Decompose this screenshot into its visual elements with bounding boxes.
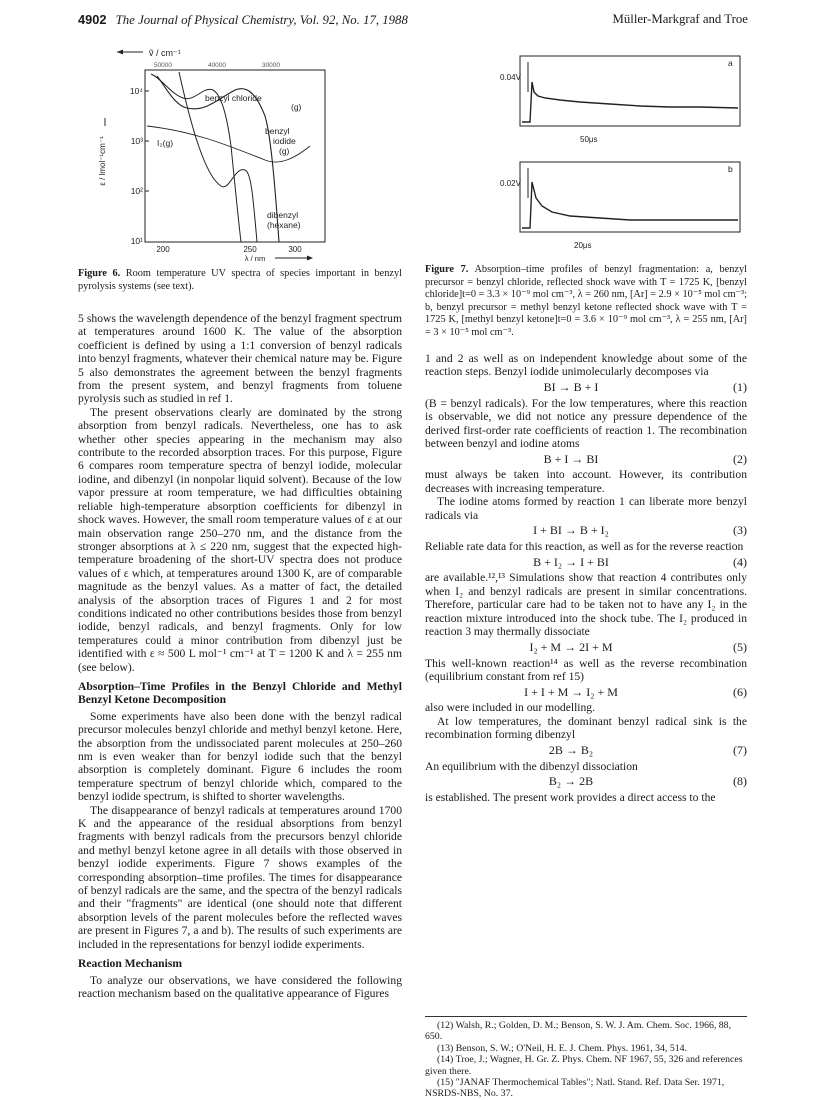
y-axis-label: ε / lmol⁻¹cm⁻¹ — [98, 136, 107, 186]
paragraph: The disappearance of benzyl radicals at temperatures around 1700 K and the appearance of the residual absorptions from benzyl fragments with benzyl radicals from the precursors benzyl chloride and methyl benzyl ketone agree in all details with those observed in benzyl iodide experiments. Figure 7 shows examples of the corresponding absorption–time profiles. The times for disappearance of benzyl radicals are the same, and the spectra of the benzyl radicals and their "fragments" are identical (one should note that different absorption levels of the parent molecules before the reflected waves are present in Figures 7, a and b). The results of such experiments are included in the representations for benzyl iodide experiments. — [78, 803, 402, 951]
panel-b-time: 20μs — [574, 241, 592, 250]
paragraph: Some experiments have also been done with the benzyl radical precursor molecules benzyl chloride and methyl benzyl ketone. Here, the absorption from the undissociated parent molecules at 250–260 nm is even weaker than for benzyl iodide such that the benzyl absorption is completely dominant. Figure 6 includes the room temperature spectrum of benzyl chloride which, compared to the benzyl iodide spectrum, is shifted to shorter wavelengths. — [78, 709, 402, 804]
paragraph: Reliable rate data for this reaction, as well as for the reverse reaction — [425, 540, 744, 554]
label-benzyl-iodide: benzyl — [265, 126, 290, 136]
page-header — [78, 12, 748, 34]
paragraph: 1 and 2 as well as on independent knowledge about some of the reaction steps. Benzyl iodide unimolecularly decomposes via — [425, 352, 747, 379]
section-heading: Absorption–Time Profiles in the Benzyl Chloride and Methyl Benzyl Ketone Decomposition — [78, 679, 402, 707]
paragraph: 5 shows the wavelength dependence of the benzyl fragment spectrum at temperatures around 1600 K. The value of the absorption coefficient is defined by using a 1:1 conversion of benzyl radicals into benzyl fragments, whatever their chemical nature may be. Figure 5 also demonstrates the agreement between the benzyl fragments from the present system, and benzyl fragments from toluene pyrolysis such as studied in ref 1. — [78, 312, 402, 406]
reference-item: (15) "JANAF Thermochemical Tables"; Natl. Stand. Ref. Data Ser. 1971, NSRDS-NBS, No. 37. — [425, 1077, 725, 1100]
paragraph: At low temperatures, the dominant benzyl radical sink is the recombination forming dibenzyl — [425, 714, 747, 742]
caption-label: Figure 7. — [425, 264, 469, 275]
panel-a-scale: 0.04V — [500, 73, 521, 82]
x-tick: 250 — [243, 245, 257, 254]
reference-item: (14) Troe, J.; Wagner, H. Gr. Z. Phys. Chem. NF 1967, 55, 326 and references given there. — [425, 1054, 743, 1077]
running-authors: Müller-Markgraf and Troe — [612, 12, 748, 26]
equation-7: 2B → B₂ (7) — [548, 742, 747, 757]
paragraph: An equilibrium with the dibenzyl dissociation — [425, 759, 638, 773]
trace-a — [522, 82, 738, 122]
top-tick: 40000 — [207, 62, 227, 69]
figure-6-plot — [95, 46, 355, 268]
y-tick: 10² — [130, 186, 143, 196]
equation-5: I₂ + M → 2I + M (5) — [529, 639, 747, 654]
paragraph: The iodine atoms formed by reaction 1 can liberate more benzyl radicals via — [425, 495, 747, 522]
label-benzyl-chloride: benzyl chloride — [205, 93, 262, 103]
top-axis-label: ṽ / cm⁻¹ — [149, 48, 181, 58]
paragraph: are available.¹²,¹³ Simulations show that reaction 4 contributes only when I₂ and benzyl radicals are present in similar concentrations. Therefore, particular care had to be taken not to have any I₂ in the reaction mixture introduced into the shock tube. The I₂ produced in reaction 3 may thermally dissociate — [425, 571, 747, 639]
journal-title: The Journal of Physical Chemistry, Vol. 92, No. 17, 1988 — [115, 13, 408, 27]
equation-6: I + I + M → I₂ + M (6) — [524, 684, 747, 699]
reference-item: (12) Walsh, R.; Golden, D. M.; Benson, S. W. J. Am. Chem. Soc. 1966, 88, 650. — [425, 1020, 732, 1043]
y-tick: 10¹ — [130, 236, 143, 246]
svg-text:(g): (g) — [291, 102, 302, 112]
equation-4: B + I₂ → I + BI (4) — [533, 554, 747, 569]
equation-3: I + BI → B + I₂ (3) — [533, 523, 747, 538]
reference-rule — [425, 1016, 747, 1017]
equation-1: BI → B + I (1) — [543, 380, 747, 395]
panel-a-frame — [520, 56, 740, 126]
label-iodine: I₂(g) — [157, 138, 174, 148]
x-tick: 200 — [156, 245, 170, 254]
caption-text: Room temperature UV spectra of species important in benzyl pyrolysis systems (see text). — [78, 268, 402, 292]
top-tick: 30000 — [261, 62, 281, 69]
panel-a-letter: a — [728, 58, 733, 68]
reference-item: (13) Benson, S. W.; O'Neil, H. E. J. Chem. Phys. 1961, 34, 514. — [437, 1042, 687, 1054]
right-column-text — [425, 352, 747, 804]
caption-label: Figure 6. — [78, 268, 121, 279]
svg-text:(hexane): (hexane) — [267, 220, 301, 230]
trace-b — [522, 182, 738, 228]
label-dibenzyl: dibenzyl — [267, 210, 299, 220]
paragraph: The present observations clearly are dominated by the strong absorption from benzyl radicals. Nevertheless, one has to ask whether other species appearing in the mechanism may also contribute to the recorded absorption traces. For this purpose, Figure 6 compares room temperature spectra of benzyl iodide, molecular iodine, and dibenzyl (in nonpolar liquid solvent). Because of the low vapor pressure at room temperature, we had difficulties obtaining reliable high-temperature absorption coefficients for dibenzyl in shock waves. However, the small room temperature values of ε at our main observation range 250–270 nm, and the distance from the stronger absorptions at λ ≤ 220 nm, suggest that the expected high-temperature broadening of the short-UV spectra does not produce values of ε which, at temperatures around 1300 K, are of comparable magnitude as the benzyl values. As a matter of fact, the detailed analysis of the absorption traces of Figures 1 and 2 for most conditions indicated no other contributions besides those from benzyl iodide, benzyl radicals, and benzyl fragments. Only for low temperatures could a minor contribution from dibenzyl just be identified with ε ≈ 500 L mol⁻¹ cm⁻¹ at T = 1200 K and λ = 255 nm (see below). — [78, 405, 402, 674]
svg-text:iodide: iodide — [273, 136, 296, 146]
x-axis-label: λ / nm — [244, 254, 266, 263]
panel-b-letter: b — [728, 164, 733, 174]
paragraph: (B = benzyl radicals). For the low temperatures, where this reaction is observable, we did not notice any pressure dependence of the derived first-order rate coefficients of reaction 1. The recombination between benzyl and iodine atoms — [425, 396, 747, 451]
panel-b-frame — [520, 162, 740, 232]
page-number: 4902 — [78, 12, 107, 27]
figure-7-caption — [425, 264, 747, 339]
paragraph: To analyze our observations, we have considered the following reaction mechanism based on the qualitative appearance of Figures — [78, 973, 402, 1000]
x-tick: 300 — [288, 245, 302, 254]
caption-text: Absorption–time profiles of benzyl fragmentation: a, benzyl precursor = benzyl chloride, reflected shock wave with T = 1725 K, [benzyl chloride]t=0 = 3.3 × 10⁻⁹ mol cm⁻³, λ = 260 nm, [Ar] = 2.9 × 10⁻⁵ mol cm⁻³; b, benzyl precursor = methyl benzyl ketone reflected shock wave with T = 1725 K, [methyl benzyl ketone]t=0 = 3.6 × 10⁻⁹ mol cm⁻³, λ = 255 nm, [Ar] = 3 × 10⁻⁵ mol cm⁻³. — [425, 264, 747, 338]
paragraph: This well-known reaction¹⁴ as well as the reverse recombination (equilibrium constant from ref 15) — [425, 656, 747, 683]
paragraph: is established. The present work provides a direct access to the — [425, 790, 716, 804]
equation-8: B₂ → 2B (8) — [548, 774, 747, 789]
section-heading: Reaction Mechanism — [78, 957, 183, 971]
top-tick: 50000 — [153, 62, 173, 69]
figure-6-caption — [78, 268, 402, 293]
panel-a-time: 50μs — [580, 135, 598, 144]
panel-b-scale: 0.02V — [500, 179, 521, 188]
y-tick: 10⁴ — [129, 86, 143, 96]
svg-text:(g): (g) — [279, 146, 290, 156]
references — [425, 1016, 747, 1100]
paragraph: must always be taken into account. However, its contribution decreases with increasing temperature. — [425, 468, 747, 495]
paragraph: also were included in our modelling. — [425, 701, 596, 715]
figure-7-plot — [470, 52, 746, 270]
left-column-text — [78, 312, 402, 1000]
y-tick: 10³ — [130, 136, 143, 146]
equation-2: B + I → BI (2) — [543, 451, 747, 466]
